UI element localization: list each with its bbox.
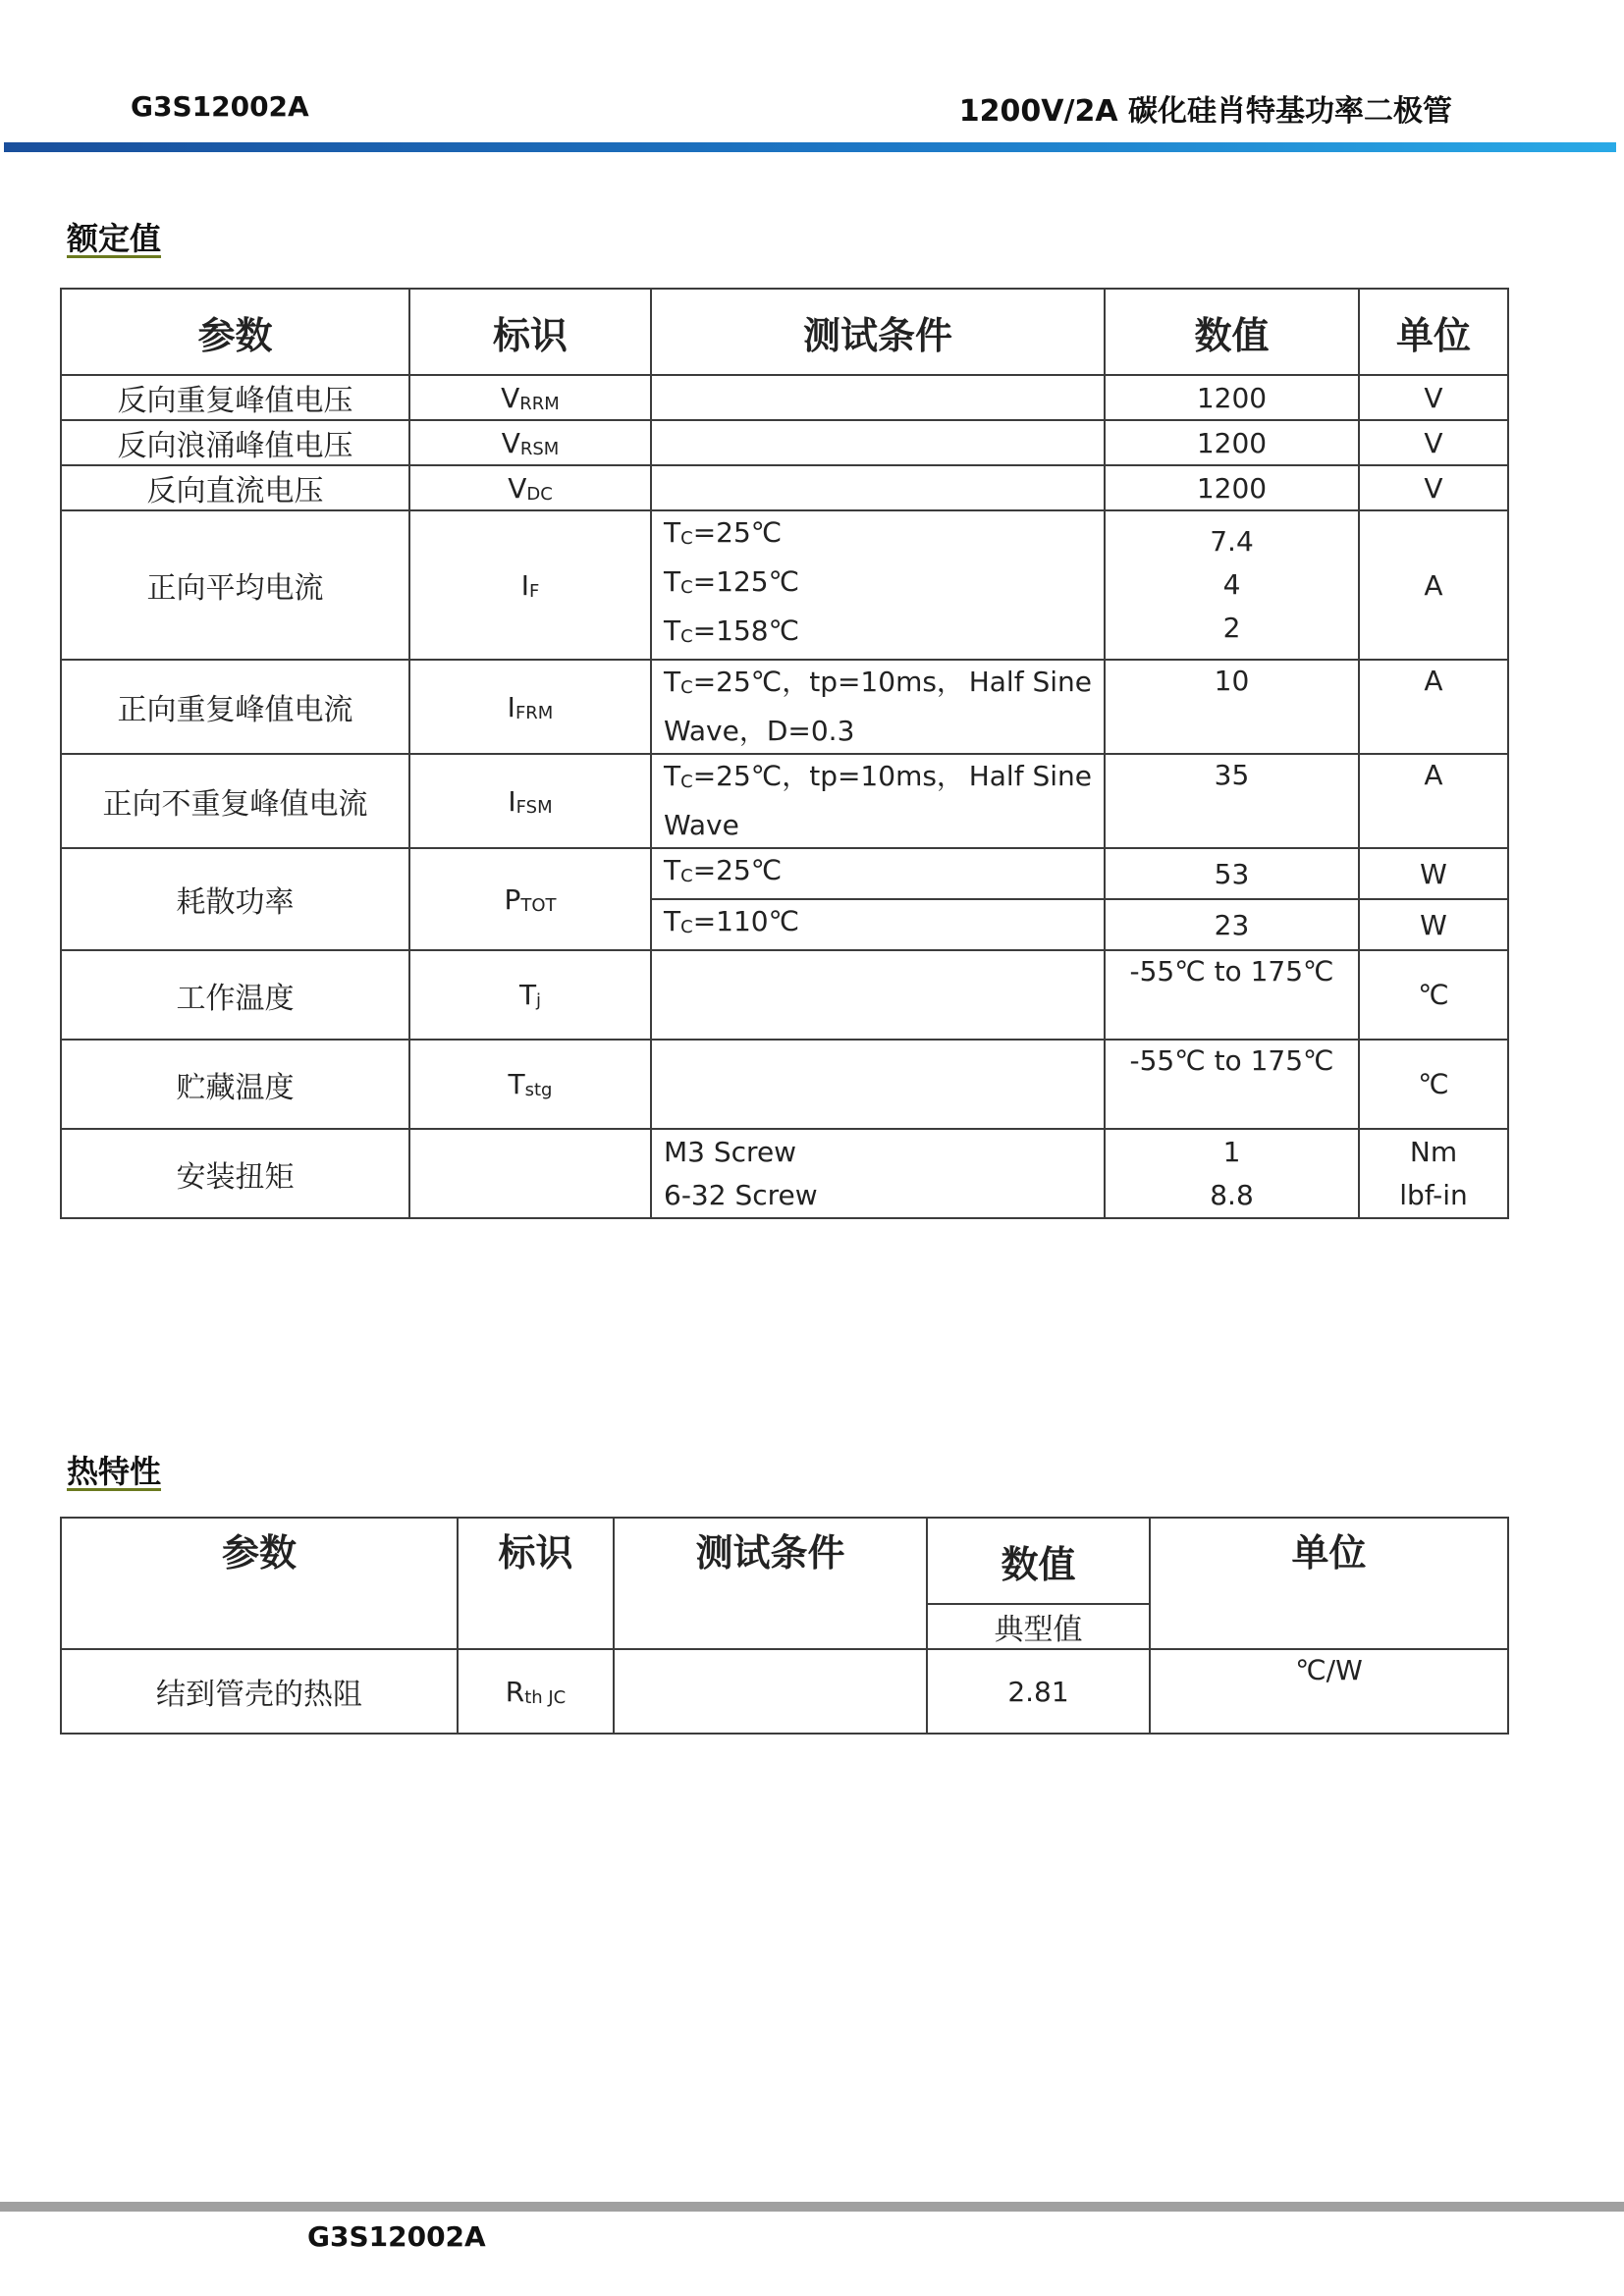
param-cell: 安装扭矩 (61, 1129, 409, 1218)
unit-cell: ℃/W (1150, 1649, 1508, 1734)
value-cell: 2.81 (927, 1649, 1150, 1734)
ratings-section-title: 额定值 (67, 220, 162, 257)
table-row (61, 420, 1508, 465)
col-header-condition: 测试条件 (651, 289, 1105, 375)
table-row (61, 754, 1508, 848)
table-row (61, 660, 1508, 754)
col-header-value: 数值 (927, 1518, 1150, 1604)
unit-cell: A (1359, 660, 1508, 754)
value-cell: 10 (1105, 660, 1359, 754)
header-part-number: G3S12002A (131, 90, 309, 123)
param-cell: 正向不重复峰值电流 (61, 754, 409, 848)
header-title: 1200V/2A 碳化硅肖特基功率二极管 (958, 94, 1452, 129)
condition-cell (651, 420, 1105, 465)
table-row (61, 1649, 1508, 1734)
param-cell: 耗散功率 (61, 848, 409, 950)
col-header-param: 参数 (61, 1518, 458, 1649)
param-cell: 正向平均电流 (61, 510, 409, 660)
unit-cell: V (1359, 465, 1508, 510)
table-row (61, 1129, 1508, 1218)
symbol-cell: $V_{RSM}$ (409, 420, 651, 465)
value-cell: 7.4 4 2 (1105, 510, 1359, 660)
symbol-cell: $I_{FSM}$ (409, 754, 651, 848)
value-cell: 23 (1105, 899, 1359, 950)
condition-cell: M3 Screw 6-32 Screw (651, 1129, 1105, 1218)
unit-cell: W (1359, 899, 1508, 950)
unit-cell: ℃ (1359, 1040, 1508, 1129)
condition-cell (651, 950, 1105, 1040)
param-cell: 反向浪涌峰值电压 (61, 420, 409, 465)
table-row (61, 848, 1508, 899)
condition-cell (651, 465, 1105, 510)
condition-cell (614, 1649, 927, 1734)
unit-cell: W (1359, 848, 1508, 899)
col-header-value: 数值 (1105, 289, 1359, 375)
condition-cell: $T_C=25℃$ (651, 848, 1105, 899)
symbol-cell: $P_{TOT}$ (409, 848, 651, 950)
symbol-cell: $I_F$ (409, 510, 651, 660)
col-header-param: 参数 (61, 289, 409, 375)
unit-cell: A (1359, 510, 1508, 660)
param-cell: 反向直流电压 (61, 465, 409, 510)
unit-cell: V (1359, 420, 1508, 465)
param-cell: 贮藏温度 (61, 1040, 409, 1129)
param-cell: 结到管壳的热阻 (61, 1649, 458, 1734)
symbol-cell: $V_{DC}$ (409, 465, 651, 510)
value-cell: -55℃ to 175℃ (1105, 1040, 1359, 1129)
table-row (61, 950, 1508, 1040)
value-cell: 1200 (1105, 375, 1359, 420)
table-row (61, 510, 1508, 660)
footer-bar (0, 2202, 1624, 2212)
value-cell: 1200 (1105, 420, 1359, 465)
footer-part-number: G3S12002A (307, 2220, 486, 2253)
thermal-table (60, 1517, 1509, 1735)
condition-cell: $T_C=25℃$ $T_C=125℃$ $T_C=158℃$ (651, 510, 1105, 660)
unit-cell: A (1359, 754, 1508, 848)
ratings-table (60, 288, 1509, 1219)
value-cell: 1 8.8 (1105, 1129, 1359, 1218)
unit-cell: Nm lbf-in (1359, 1129, 1508, 1218)
symbol-cell: $V_{RRM}$ (409, 375, 651, 420)
col-header-symbol: 标识 (458, 1518, 614, 1649)
symbol-cell: $T_{stg}$ (409, 1040, 651, 1129)
symbol-cell: $I_{FRM}$ (409, 660, 651, 754)
unit-cell: V (1359, 375, 1508, 420)
condition-cell (651, 375, 1105, 420)
condition-cell: $T_C=110℃$ (651, 899, 1105, 950)
table-row (61, 1040, 1508, 1129)
header-bar (4, 142, 1616, 152)
symbol-cell: $R_{th JC}$ (458, 1649, 614, 1734)
condition-cell: $T_C=25℃$，tp=10ms， Half Sine Wave (651, 754, 1105, 848)
symbol-cell: $T_j$ (409, 950, 651, 1040)
unit-cell: ℃ (1359, 950, 1508, 1040)
thermal-section-title: 热特性 (67, 1453, 162, 1490)
param-cell: 工作温度 (61, 950, 409, 1040)
param-cell: 正向重复峰值电流 (61, 660, 409, 754)
col-header-unit: 单位 (1359, 289, 1508, 375)
col-header-condition: 测试条件 (614, 1518, 927, 1649)
param-cell: 反向重复峰值电压 (61, 375, 409, 420)
table-row (61, 375, 1508, 420)
col-header-typical: 典型值 (927, 1604, 1150, 1649)
col-header-symbol: 标识 (409, 289, 651, 375)
value-cell: 35 (1105, 754, 1359, 848)
condition-cell (651, 1040, 1105, 1129)
symbol-cell (409, 1129, 651, 1218)
value-cell: -55℃ to 175℃ (1105, 950, 1359, 1040)
condition-cell: $T_C=25℃$，tp=10ms， Half Sine Wave，D=0.3 (651, 660, 1105, 754)
value-cell: 53 (1105, 848, 1359, 899)
value-cell: 1200 (1105, 465, 1359, 510)
col-header-unit: 单位 (1150, 1518, 1508, 1649)
table-row (61, 465, 1508, 510)
